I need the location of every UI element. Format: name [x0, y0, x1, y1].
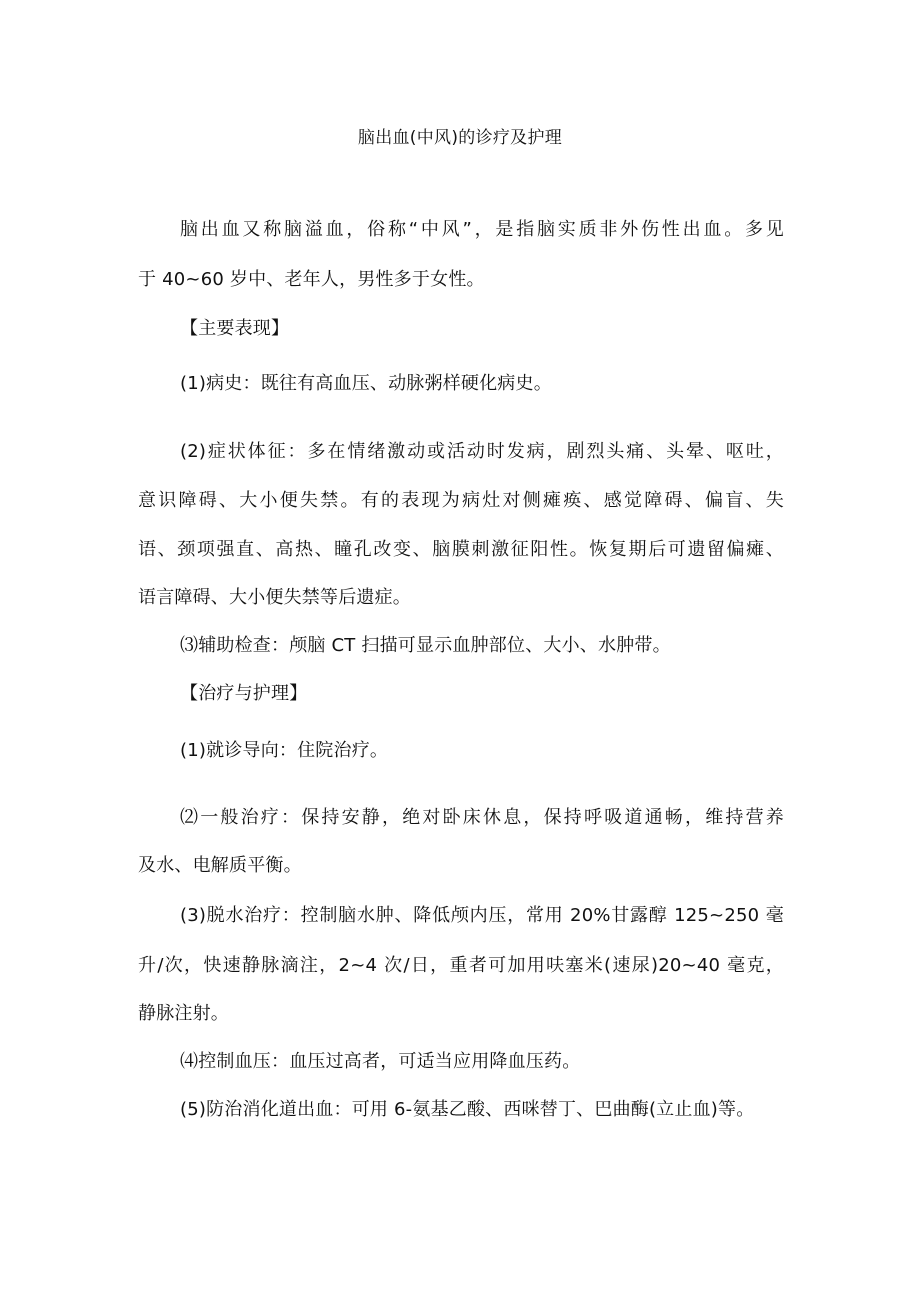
item-dehydration-line-3: 静脉注射。	[138, 1003, 229, 1024]
item-symptoms-line-4: 语言障碍、大小便失禁等后遗症。	[138, 587, 411, 608]
item-visit-guidance: (1)就诊导向：住院治疗。	[180, 740, 389, 761]
item-auxiliary-exam: ⑶辅助检查：颅脑 CT 扫描可显示血肿部位、大小、水肿带。	[180, 635, 671, 656]
section-heading-main-manifestations: 【主要表现】	[180, 318, 290, 339]
item-symptoms-line-1: (2)症状体征：多在情绪激动或活动时发病，剧烈头痛、头晕、呕吐，	[180, 441, 784, 462]
section-heading-treatment-care: 【治疗与护理】	[180, 683, 308, 704]
item-general-treatment-line-2: 及水、电解质平衡。	[138, 855, 302, 876]
paragraph-intro-line-2: 于 40~60 岁中、老年人，男性多于女性。	[138, 269, 485, 290]
item-gi-bleeding: (5)防治消化道出血：可用 6-氨基乙酸、西咪替丁、巴曲酶(立止血)等。	[180, 1099, 755, 1120]
paragraph-intro-line-1: 脑出血又称脑溢血，俗称“中风”，是指脑实质非外伤性出血。多见	[180, 219, 784, 240]
item-symptoms-line-3: 语、颈项强直、高热、瞳孔改变、脑膜刺激征阳性。恢复期后可遗留偏瘫、	[138, 539, 784, 560]
item-dehydration-line-2: 升/次，快速静脉滴注，2~4 次/日，重者可加用呋塞米(速尿)20~40 毫克，	[138, 955, 784, 976]
document-title: 脑出血(中风)的诊疗及护理	[357, 128, 563, 148]
item-dehydration-line-1: (3)脱水治疗：控制脑水肿、降低颅内压，常用 20%甘露醇 125~250 毫	[180, 905, 784, 926]
item-symptoms-line-2: 意识障碍、大小便失禁。有的表现为病灶对侧瘫痪、感觉障碍、偏盲、失	[138, 490, 784, 511]
item-history: (1)病史：既往有高血压、动脉粥样硬化病史。	[180, 373, 552, 394]
item-blood-pressure: ⑷控制血压：血压过高者，可适当应用降血压药。	[180, 1051, 581, 1072]
item-general-treatment-line-1: ⑵一般治疗：保持安静，绝对卧床休息，保持呼吸道通畅，维持营养	[180, 807, 784, 828]
